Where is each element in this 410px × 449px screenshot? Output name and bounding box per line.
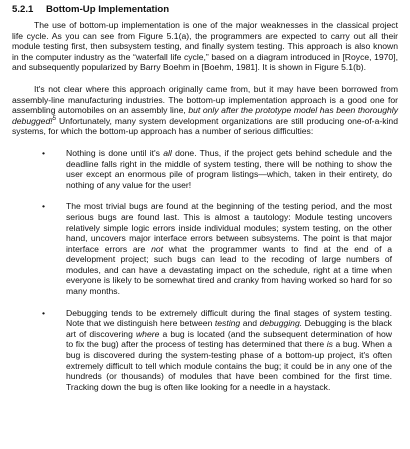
paragraph-1: The use of bottom-up implementation is one of the major weaknesses in the classical project life cycle. As you can see from Figure 5.1(a), the programmers are expected to carry out all their module testing first, then subsystem testing, and finally system testing. This approach is also known in the computer industry as the “waterfall life cycle,” based on a diagram introduced in [Royce, 1970], and subsequently popularized by Barry Boehm in [Boehm, 1981]. It is shown in Figure 5.1(b). xyxy=(12,20,398,73)
bullet-1-text-a: Nothing is done until it's xyxy=(66,147,164,158)
bullet-1-emphasis: all xyxy=(163,147,172,158)
bullet-3-emphasis-where: where xyxy=(135,328,160,339)
list-item xyxy=(12,308,398,393)
paragraph-2 xyxy=(12,84,398,137)
bullet-icon: • xyxy=(42,201,46,212)
bullet-1-text-b: done. Thus, if the project gets behind schedule and the deadline falls right in the middle of system testing, there will be nothing to show the user except an enormous pile of program listings—which, taken in their entirety, do nothing of any value for the user! xyxy=(66,147,392,190)
section-title: Bottom-Up Implementation xyxy=(46,4,170,15)
footnote-marker: 5 xyxy=(52,115,56,122)
bullet-3-text-and: and xyxy=(240,318,260,329)
paragraph-2-text-b: Unfortunately, many system development organizations are still producing one-of-a-kind systems, for which the bottom-up approach has a number of serious difficulties: xyxy=(12,115,398,137)
list-item xyxy=(12,201,398,296)
bullet-icon: • xyxy=(42,147,46,158)
section-heading xyxy=(12,4,398,16)
bullet-3-emphasis-testing: testing xyxy=(214,318,241,329)
bullet-icon: • xyxy=(42,307,46,318)
bullet-3-emphasis-debugging: debugging. xyxy=(259,318,303,329)
bullet-3-text-a: Debugging tends to be extremely difficult during the final stages of system testing. Note that we distinguish here between xyxy=(66,307,392,329)
difficulties-list xyxy=(12,148,398,392)
bullet-3-emphasis-is: is xyxy=(326,339,333,350)
bullet-3-text-c: a bug is located (and the subsequent determination of how to fix the bug) after the process of testing has determined that there xyxy=(66,328,393,350)
bullet-3-text-d: a bug. When a bug is discovered during the system-testing phase of a bottom-up project, it's often extremely difficult to tell which module contains the bug; it could be in any one of the hundreds (or thousands) of modules that have been combined for the first time. Tracking down the bug is often like looking for a needle in a haystack. xyxy=(66,339,392,392)
paragraph-2-text-a: It's not clear where this approach originally came from, but it may have been borrowed from assembly-line manufacturing industries. The bottom-up implementation approach is a good one for assembling automobiles on an assembly line, xyxy=(12,83,398,116)
bullet-2-emphasis: not xyxy=(151,243,164,254)
section-number: 5.2.1 xyxy=(12,4,34,15)
list-item xyxy=(12,148,398,190)
bullet-3-text-b: Debugging is the black art of discovering xyxy=(66,318,392,339)
bullet-2-text-b: what the programmer wants to find at the end of a development project; such bugs can lead to the recoding of large numbers of modules, and can have a devastating impact on the schedule, right at a time when everyone is likely to be somewhat tired and cranky from having worked so hard for so many months. xyxy=(66,243,392,297)
paragraph-2-emphasis: but only after the prototype model has been thoroughly debugged! xyxy=(12,105,398,126)
bullet-2-text-a: The most trivial bugs are found at the beginning of the testing period, and the most serious bugs are found last. This is almost a tautology: Module testing uncovers relatively simple logic errors inside individual modules; system testing, on the other hand, uncovers major interface errors between subsystems. The point is that major interface errors are xyxy=(66,201,392,254)
